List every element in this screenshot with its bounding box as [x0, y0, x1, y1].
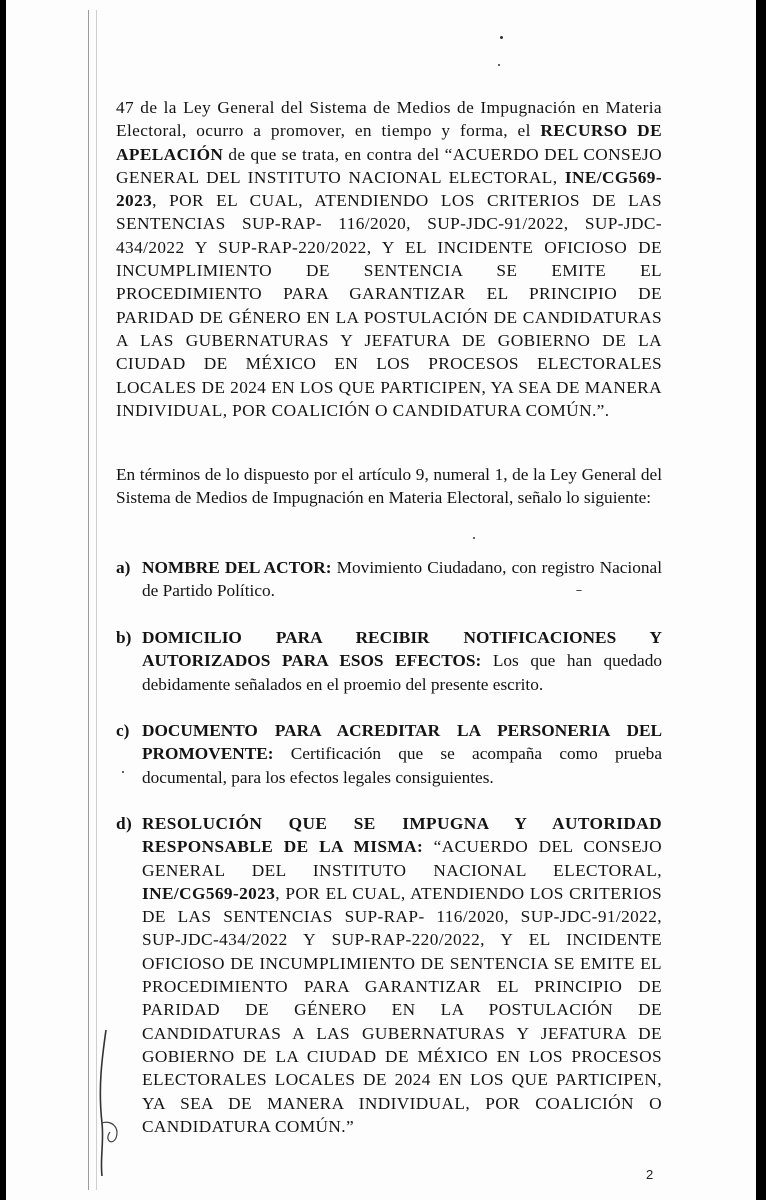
document-page	[6, 0, 756, 1200]
item-text: Certificación que se acompaña como prueba documental, para los efectos legales consiguientes.	[142, 744, 662, 787]
item-letter: d)	[116, 814, 133, 833]
intro-text-b: de que se trata, en contra del “ACUERDO DEL CONSEJO GENERAL DEL INSTITUTO NACIONAL ELECTORAL,	[116, 144, 662, 187]
item-letter: c)	[116, 721, 130, 740]
item-heading: DOMICILIO PARA RECIBIR NOTIFICACIONES Y AUTORIZADOS PARA ESOS EFECTOS:	[142, 628, 662, 671]
intro-text-c: , POR EL CUAL, ATENDIENDO LOS CRITERIOS DE LAS SENTENCIAS SUP-RAP- 116/2020, SUP-JDC-91/2022, SUP-JDC-434/2022 Y SUP-RAP-220/2022, Y EL INCIDENTE OFICIOSO DE INCUMPLIMIENTO DE SENTENCIA SE EMITE EL PROCEDIMIENTO PARA GARANTIZAR EL PRINCIPIO DE PARIDAD DE GÉNERO EN LA POSTULACIÓN DE CANDIDATURAS A LAS GUBERNATURAS Y JEFATURA DE GOBIERNO DE LA CIUDAD DE MÉXICO EN LOS PROCESOS ELECTORALES LOCALES DE 2024 EN LOS QUE PARTICIPEN, YA SEA DE MANERA INDIVIDUAL, POR COALICIÓN O CANDIDATURA COMÚN.”.	[116, 191, 662, 420]
item-text-a: “ACUERDO DEL CONSEJO GENERAL DEL INSTITUTO NACIONAL ELECTORAL,	[142, 837, 663, 880]
recurso-apelacion: RECURSO DE APELACIÓN	[116, 121, 662, 164]
item-text: Movimiento Ciudadano, con registro Nacional de Partido Político.	[142, 558, 662, 601]
intro-text-a: 47 de la Ley General del Sistema de Medios de Impugnación en Materia Electoral, ocurro a promover, en tiempo y forma, el	[116, 98, 662, 141]
item-heading: RESOLUCIÓN QUE SE IMPUGNA Y AUTORIDAD RESPONSABLE DE LA MISMA:	[142, 814, 662, 857]
margin-line	[88, 10, 89, 1190]
agreement-id: INE/CG569-2023	[116, 167, 662, 211]
list-item-resolucion	[116, 812, 662, 1138]
item-letter: b)	[116, 628, 132, 647]
intro-paragraph	[116, 96, 662, 422]
margin-line-secondary	[96, 10, 97, 1190]
list-item-documento	[116, 719, 662, 789]
item-text: Los que han quedado debidamente señalados en el proemio del presente escrito.	[142, 651, 662, 694]
item-heading: DOCUMENTO PARA ACREDITAR LA PERSONERIA DEL PROMOVENTE:	[142, 721, 662, 764]
terms-paragraph: En términos de lo dispuesto por el artículo 9, numeral 1, de la Ley General del Sistema de Medios de Impugnación en Materia Electoral, señalo lo siguiente:	[116, 465, 662, 508]
list-item-domicilio	[116, 626, 662, 696]
item-letter: a)	[116, 558, 131, 577]
item-text-c: , POR EL CUAL, ATENDIENDO LOS CRITERIOS DE LAS SENTENCIAS SUP-RAP- 116/2020, SUP-JDC-91/2022, SUP-JDC-434/2022 Y SUP-RAP-220/2022, Y EL INCIDENTE OFICIOSO DE INCUMPLIMIENTO DE SENTENCIA SE EMITE EL PROCEDIMIENTO PARA GARANTIZAR EL PRINCIPIO DE PARIDAD DE GÉNERO EN LA POSTULACIÓN DE CANDIDATURAS A LAS GUBERNATURAS Y JEFATURA DE GOBIERNO DE LA CIUDAD DE MÉXICO EN LOS PROCESOS ELECTORALES LOCALES DE 2024 EN LOS QUE PARTICIPEN, YA SEA DE MANERA INDIVIDUAL, POR COALICIÓN O CANDIDATURA COMÚN.”	[142, 883, 662, 1136]
list-item-actor	[116, 556, 662, 603]
item-heading: NOMBRE DEL ACTOR:	[142, 558, 332, 577]
page-number: 2	[646, 1167, 654, 1182]
agreement-id: INE/CG569-2023	[142, 883, 276, 903]
